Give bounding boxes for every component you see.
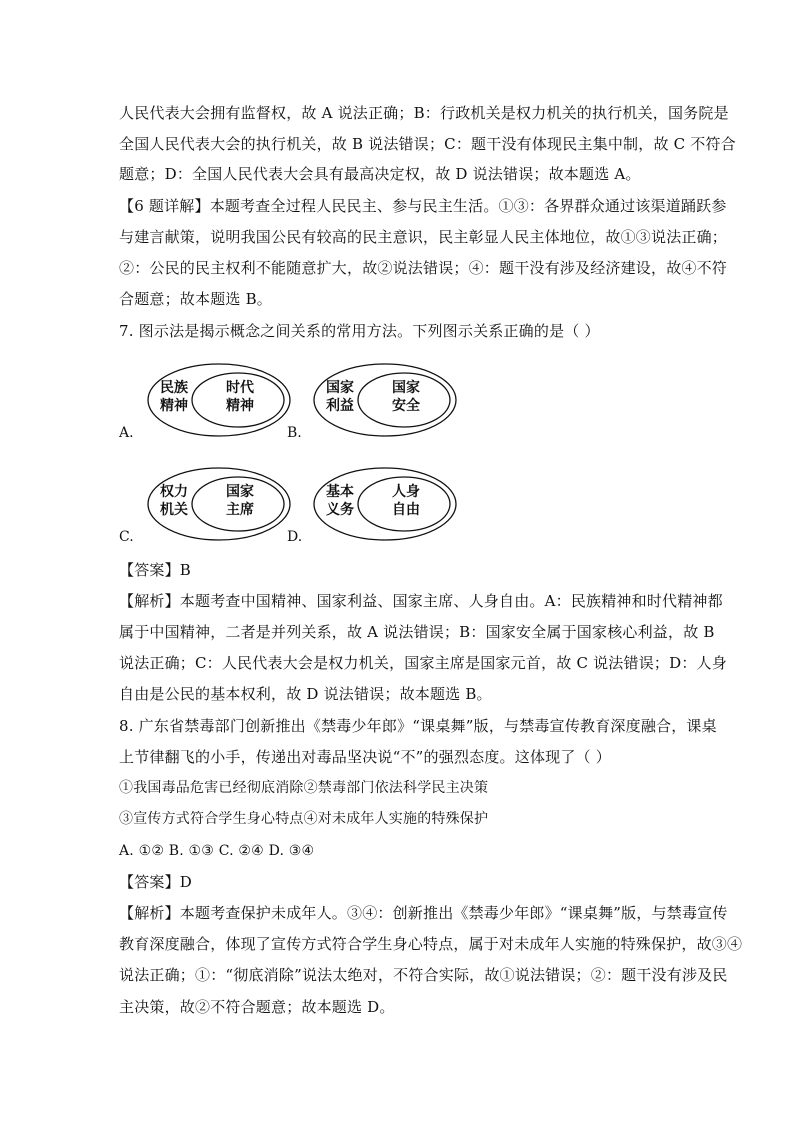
inner-label: 人身 — [392, 484, 420, 500]
question-8-options: A. ①② B. ①③ C. ②④ D. ③④ — [119, 843, 315, 859]
diagram-option-a — [146, 362, 292, 438]
analysis-line: 属于中国精神，二者是并列关系，故 A 说法错误；B：国家安全属于国家核心利益，故 B — [119, 623, 715, 641]
answer-line: 【答案】B — [119, 561, 192, 579]
option-c-label: C. — [119, 529, 134, 545]
outer-label: 利益 — [326, 398, 354, 414]
diagram-option-d — [312, 466, 458, 542]
answer-line: 【答案】D — [119, 873, 193, 891]
text-line: ②：公民的民主权利不能随意扩大，故②说法错误；④：题干没有涉及经济建设，故④不符 — [119, 259, 728, 277]
outer-label: 精神 — [160, 398, 188, 414]
diagram-option-c — [146, 466, 292, 542]
inner-label: 时代 — [226, 380, 254, 396]
outer-label: 权力 — [160, 484, 188, 500]
question-8-stem: 8. 广东省禁毒部门创新推出《禁毒少年郎》“课桌舞”版，与禁毒宣传教育深度融合，课桌 — [119, 717, 717, 735]
inner-label: 主席 — [226, 502, 254, 518]
option-d-label: D. — [287, 529, 303, 545]
text-line: 题意；D：全国人民代表大会具有最高决定权，故 D 说法错误；故本题选 A。 — [119, 165, 641, 183]
analysis-line: 【解析】本题考查中国精神、国家利益、国家主席、人身自由。A：民族精神和时代精神都 — [119, 592, 723, 610]
text-line: 全国人民代表大会的执行机关，故 B 说法错误；C：题干没有体现民主集中制，故 C 不符合 — [119, 135, 736, 153]
question-8-choice: ③宣传方式符合学生身心特点④对未成年人实施的特殊保护 — [119, 811, 489, 827]
text-line: 人民代表大会拥有监督权，故 A 说法正确；B：行政机关是权力机关的执行机关，国务院是 — [119, 104, 729, 122]
inner-label: 安全 — [392, 398, 420, 414]
option-b-label: B. — [287, 425, 302, 441]
outer-label: 国家 — [326, 380, 354, 396]
text-line: 【6 题详解】本题考查全过程人民民主、参与民主生活。①③：各界群众通过该渠道踊跃参 — [119, 197, 727, 215]
inner-label: 国家 — [392, 380, 420, 396]
question-8-choice: ①我国毒品危害已经彻底消除②禁毒部门依法科学民主决策 — [119, 780, 489, 796]
question-8-stem: 上节律翻飞的小手，传递出对毒品坚决说“不”的强烈态度。这体现了（ ） — [119, 748, 611, 766]
inner-label: 精神 — [226, 398, 254, 414]
outer-label: 民族 — [160, 380, 188, 396]
analysis-line: 说法正确；①：“彻底消除”说法太绝对，不符合实际，故①说法错误；②：题干没有涉及民 — [119, 966, 728, 984]
option-a-label: A. — [119, 425, 134, 441]
analysis-line: 说法正确；C：人民代表大会是权力机关，国家主席是国家元首，故 C 说法错误；D：人身 — [119, 654, 727, 672]
analysis-line: 自由是公民的基本权利，故 D 说法错误；故本题选 B。 — [119, 685, 492, 703]
inner-label: 自由 — [392, 502, 420, 518]
analysis-line: 【解析】本题考查保护未成年人。③④：创新推出《禁毒少年郎》“课桌舞”版，与禁毒宣传 — [119, 904, 728, 922]
question-7-stem: 7. 图示法是揭示概念之间关系的常用方法。下列图示关系正确的是（ ） — [119, 322, 600, 340]
text-line: 合题意；故本题选 B。 — [119, 290, 272, 308]
analysis-line: 教育深度融合，体现了宣传方式符合学生身心特点，属于对未成年人实施的特殊保护，故③④ — [119, 935, 743, 953]
inner-label: 国家 — [226, 484, 254, 500]
analysis-line: 主决策，故②不符合题意；故本题选 D。 — [119, 998, 395, 1016]
outer-label: 基本 — [326, 484, 354, 500]
text-line: 与建言献策，说明我国公民有较高的民主意识，民主彰显人民主体地位，故①③说法正确； — [119, 228, 728, 246]
diagram-option-b — [312, 362, 458, 438]
outer-label: 机关 — [160, 502, 188, 518]
outer-label: 义务 — [326, 502, 354, 518]
